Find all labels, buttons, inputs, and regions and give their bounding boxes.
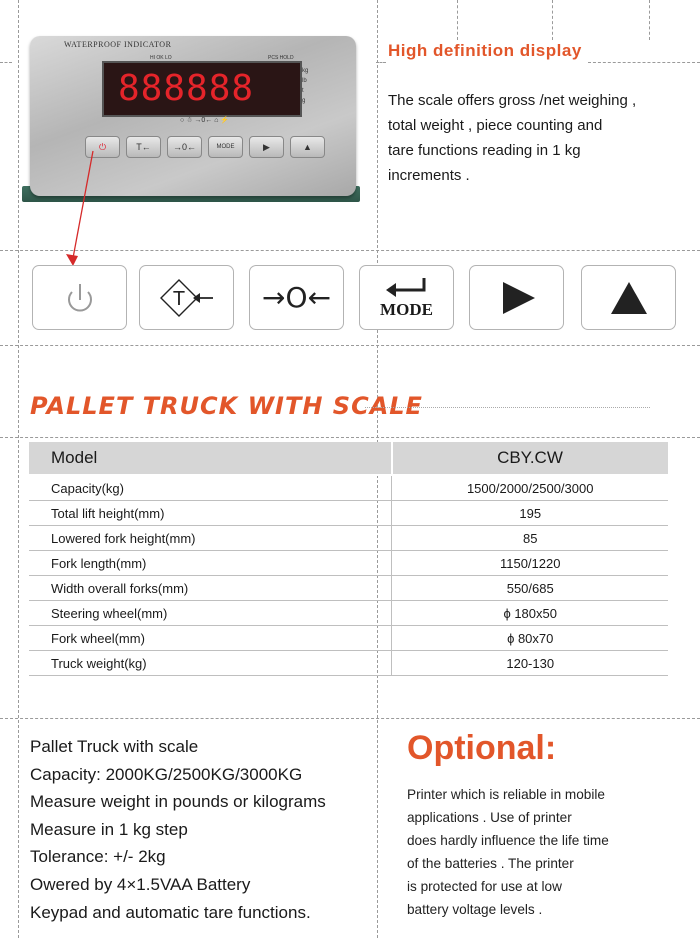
- spec-value: ϕ 80x70: [392, 626, 668, 651]
- mode-label: MODE: [380, 299, 433, 319]
- table-row: [29, 651, 668, 676]
- triangle-up-icon: [607, 278, 651, 318]
- optional-line: Printer which is reliable in mobile: [407, 787, 605, 802]
- table-row: [29, 551, 668, 576]
- spec-table: [29, 442, 668, 676]
- spec-value: 195: [392, 501, 668, 526]
- spec-label: Fork length(mm): [29, 551, 392, 576]
- play-icon: [497, 278, 537, 318]
- table-row: [29, 576, 668, 601]
- description-line: tare functions reading in 1 kg: [388, 142, 581, 159]
- table-header-model: Model: [29, 442, 392, 475]
- unit-g: g: [302, 98, 306, 104]
- optional-line: does hardly influence the life time: [407, 833, 609, 848]
- indicator-right-key: ▶: [249, 136, 284, 158]
- optional-line: of the batteries . The printer: [407, 856, 574, 871]
- table-row: [29, 526, 668, 551]
- spec-label: Lowered fork height(mm): [29, 526, 392, 551]
- spec-value: 1500/2000/2500/3000: [392, 475, 668, 501]
- indicator-label: WATERPROOF INDICATOR: [64, 40, 172, 49]
- indicator-up-key: ▲: [290, 136, 325, 158]
- feature-item: Owered by 4×1.5VAA Battery: [30, 874, 251, 894]
- spec-label: Fork wheel(mm): [29, 626, 392, 651]
- optional-title: Optional:: [407, 729, 557, 767]
- indicator-top-marks-right: PCS HOLD: [268, 55, 294, 61]
- table-header-row: [29, 442, 668, 475]
- indicator-zero-key: →0←: [167, 136, 202, 158]
- optional-line: is protected for use at low: [407, 879, 562, 894]
- feature-item: Capacity: 2000KG/2500KG/3000KG: [30, 764, 303, 784]
- product-title: PALLET TRUCK WITH SCALE: [30, 392, 423, 420]
- description-line: The scale offers gross /net weighing ,: [388, 92, 637, 109]
- section-description: [388, 88, 688, 188]
- indicator-mode-key: MODE: [208, 136, 243, 158]
- tare-icon: [155, 274, 219, 322]
- section-title: High definition display: [388, 41, 582, 60]
- arrow-line: [73, 151, 93, 258]
- spec-value: 120-130: [392, 651, 668, 676]
- feature-item: Tolerance: +/- 2kg: [30, 847, 166, 867]
- title-dotted-rule: [365, 407, 650, 408]
- spec-label: Steering wheel(mm): [29, 601, 392, 626]
- table-row: [29, 626, 668, 651]
- tare-key: [139, 265, 234, 330]
- guide-line: [0, 345, 700, 347]
- power-key: [32, 265, 127, 330]
- power-icon: [60, 278, 100, 318]
- spec-value: 85: [392, 526, 668, 551]
- table-row: [29, 501, 668, 526]
- zero-key: [249, 265, 344, 330]
- optional-line: battery voltage levels .: [407, 902, 543, 917]
- features-list: [30, 733, 326, 926]
- indicator-tare-key: T←: [126, 136, 161, 158]
- unit-t: t: [302, 88, 304, 94]
- indicator-top-marks: HI OK LO: [150, 55, 172, 61]
- feature-item: Keypad and automatic tare functions.: [30, 902, 311, 922]
- table-body: [29, 475, 668, 676]
- guide-line: [0, 718, 700, 720]
- zero-icon: →O←: [262, 281, 331, 314]
- indicator-status-icons: ○ ☃ →0← ⌂ ⚡: [180, 117, 230, 124]
- spec-value: 1150/1220: [392, 551, 668, 576]
- up-key: [581, 265, 676, 330]
- spec-label: Capacity(kg): [29, 475, 392, 501]
- spec-value: 550/685: [392, 576, 668, 601]
- table-row: [29, 601, 668, 626]
- guide-line: [0, 437, 700, 439]
- enter-icon: [384, 276, 430, 298]
- spec-value: ϕ 180x50: [392, 601, 668, 626]
- feature-item: Pallet Truck with scale: [30, 737, 199, 756]
- description-line: increments .: [388, 167, 470, 184]
- indicator-power-key: ⏻: [85, 136, 120, 158]
- tare-label: T: [172, 287, 185, 310]
- description-line: total weight , piece counting and: [388, 117, 603, 134]
- indicator-digits: 888888: [118, 68, 255, 109]
- optional-line: applications . Use of printer: [407, 810, 572, 825]
- spec-label: Truck weight(kg): [29, 651, 392, 676]
- feature-item: Measure weight in pounds or kilograms: [30, 792, 326, 812]
- feature-item: Measure in 1 kg step: [30, 819, 188, 839]
- mode-key: [359, 265, 454, 330]
- optional-description: [407, 783, 677, 921]
- unit-kg: kg: [302, 68, 309, 74]
- unit-lb: lb: [302, 78, 307, 84]
- right-key: [469, 265, 564, 330]
- spec-label: Total lift height(mm): [29, 501, 392, 526]
- table-row: [29, 475, 668, 501]
- spec-label: Width overall forks(mm): [29, 576, 392, 601]
- table-header-value: CBY.CW: [392, 442, 668, 475]
